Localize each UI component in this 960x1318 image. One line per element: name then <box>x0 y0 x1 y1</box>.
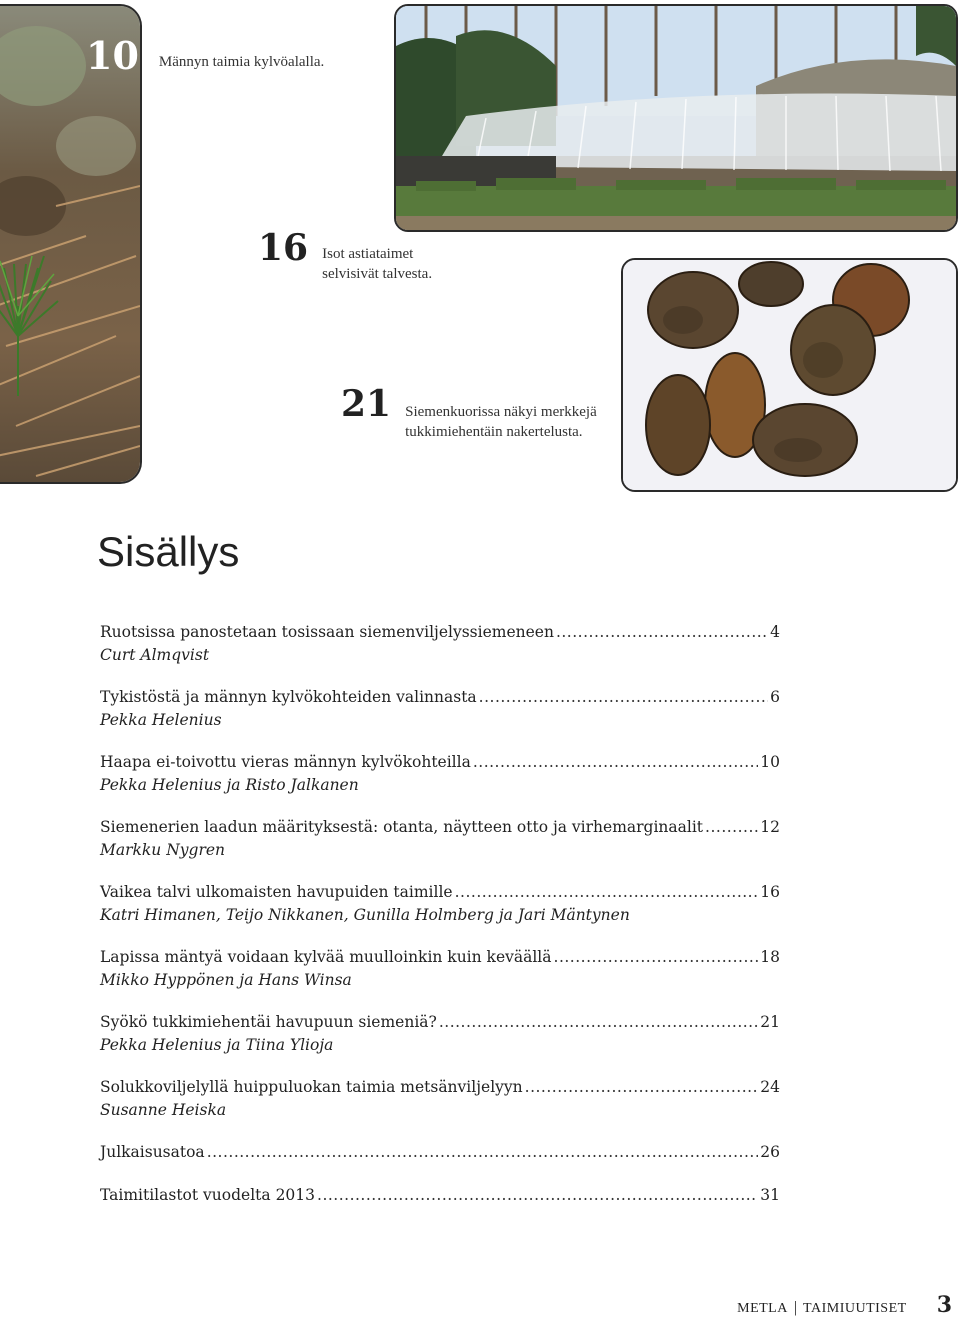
toc-entry-title: Taimitilastot vuodelta 2013 <box>100 1186 316 1204</box>
toc-entry[interactable] <box>100 880 780 945</box>
toc-entry[interactable] <box>100 815 780 880</box>
toc-entry-page: 6 <box>770 688 780 706</box>
toc-leader-dots <box>554 945 759 969</box>
toc-leader-dots <box>207 1140 759 1164</box>
toc-entry-author: Markku Nygren <box>100 841 226 859</box>
toc-entry-author: Curt Almqvist <box>100 646 210 664</box>
toc-entry-author: Pekka Helenius ja Risto Jalkanen <box>100 776 359 794</box>
toc-entry-page: 21 <box>760 1013 780 1031</box>
toc-entry[interactable] <box>100 1075 780 1140</box>
page-footer <box>737 1292 952 1318</box>
footer-publication: TAIMIUUTISET <box>803 1301 907 1316</box>
callout-caption: Siemenkuorissa näkyi merkkejä tukkimiehentäin nakertelusta. <box>405 404 597 440</box>
toc-entry-author: Susanne Heiska <box>100 1101 227 1119</box>
toc-entry-title: Vaikea talvi ulkomaisten havupuiden taimille <box>100 883 453 901</box>
toc-leader-dots <box>439 1010 758 1034</box>
toc-entry-page: 16 <box>760 883 780 901</box>
toc-entry-title: Tykistöstä ja männyn kylvökohteiden valinnasta <box>100 688 477 706</box>
toc-leader-dots <box>473 750 758 774</box>
seeds-photo <box>621 258 958 492</box>
toc-entry-title: Siemenerien laadun määrityksestä: otanta, näytteen otto ja virhemarginaalit <box>100 818 704 836</box>
callout-caption: Männyn taimia kylvöalalla. <box>158 54 325 70</box>
toc-entry-title: Solukkoviljelyllä huippuluokan taimia metsänviljelyyn <box>100 1078 523 1096</box>
toc-entry-page: 26 <box>760 1143 780 1161</box>
toc-entry-author: Mikko Hyppönen ja Hans Winsa <box>100 971 352 989</box>
toc-entry-title: Haapa ei-toivottu vieras männyn kylvökohteilla <box>100 753 471 771</box>
greenhouse-photo <box>394 4 958 232</box>
toc-entry-title: Ruotsissa panostetaan tosissaan siemenviljelyssiemeneen <box>100 623 554 641</box>
toc-entry-page: 4 <box>770 623 780 641</box>
toc-entry-title: Syökö tukkimiehentäi havupuun siemeniä? <box>100 1013 437 1031</box>
toc-title: Sisällys <box>97 528 240 575</box>
table-of-contents <box>100 620 780 1226</box>
callout-number: 10 <box>86 33 139 78</box>
footer-separator: | <box>793 1299 798 1316</box>
callout-number: 16 <box>258 227 309 269</box>
footer-brand: METLA <box>737 1301 788 1316</box>
toc-entry-page: 10 <box>760 753 780 771</box>
toc-entry-title: Julkaisusatoa <box>100 1143 205 1161</box>
toc-leader-dots <box>455 880 759 904</box>
callout-caption: Isot astiataimet selvisivät talvesta. <box>322 246 433 282</box>
toc-entry[interactable] <box>100 1140 780 1183</box>
toc-entry-page: 12 <box>760 818 780 836</box>
toc-entry[interactable] <box>100 1010 780 1075</box>
toc-entry-author: Pekka Helenius <box>100 711 222 729</box>
toc-leader-dots <box>705 815 758 839</box>
toc-entry-page: 24 <box>760 1078 780 1096</box>
callout-page-10 <box>86 33 325 78</box>
toc-entry-page: 31 <box>760 1186 780 1204</box>
toc-leader-dots <box>556 620 768 644</box>
toc-leader-dots <box>317 1183 758 1207</box>
toc-entry-author: Katri Himanen, Teijo Nikkanen, Gunilla Holmberg ja Jari Mäntynen <box>100 906 630 924</box>
toc-entry[interactable] <box>100 750 780 815</box>
toc-entry[interactable] <box>100 945 780 1010</box>
toc-entry-title: Lapissa mäntyä voidaan kylvää muulloinkin kuin keväällä <box>100 948 552 966</box>
toc-leader-dots <box>479 685 768 709</box>
toc-entry[interactable] <box>100 620 780 685</box>
callout-page-16 <box>258 227 462 284</box>
callout-page-21 <box>341 383 615 442</box>
toc-entry[interactable] <box>100 685 780 750</box>
callout-number: 21 <box>341 383 392 425</box>
toc-entry-page: 18 <box>760 948 780 966</box>
toc-entry-author: Pekka Helenius ja Tiina Ylioja <box>100 1036 334 1054</box>
toc-entry[interactable] <box>100 1183 780 1226</box>
toc-leader-dots <box>525 1075 759 1099</box>
page-number: 3 <box>936 1292 952 1318</box>
